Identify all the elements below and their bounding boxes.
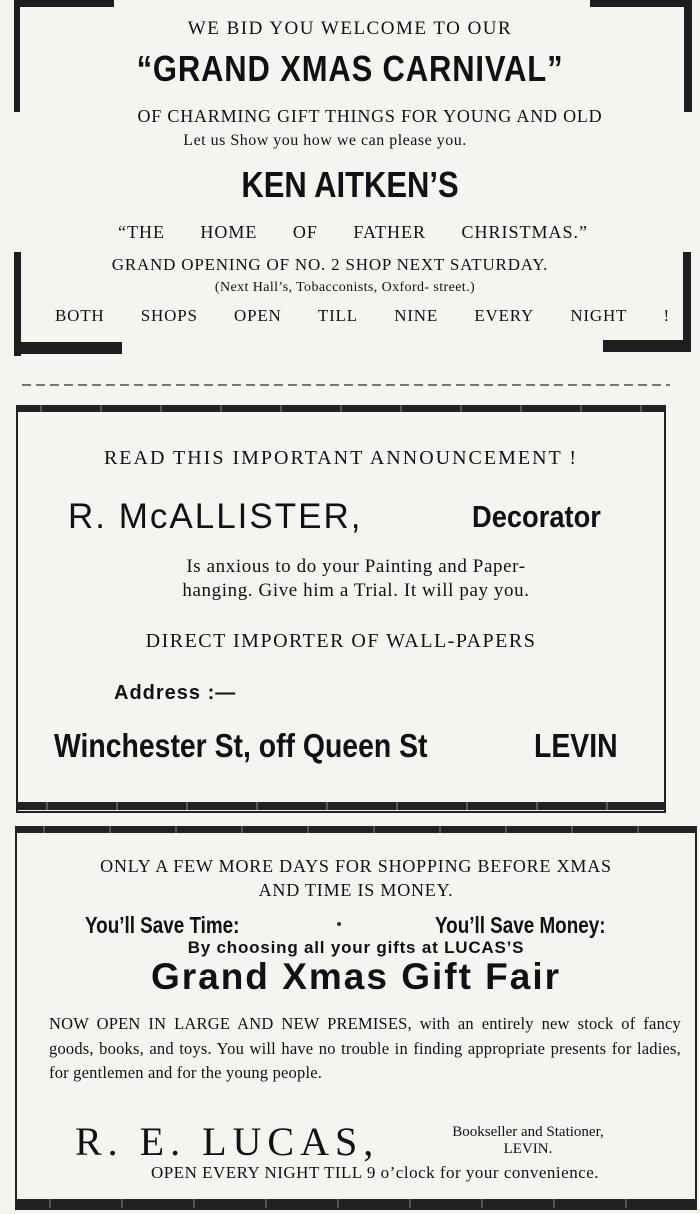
welcome-line: WE BID YOU WELCOME TO OUR — [187, 18, 513, 39]
address-label: Address :— — [114, 682, 237, 704]
hours-word: OPEN — [234, 306, 282, 325]
border-corner-top-left — [14, 0, 114, 7]
intro-line: ONLY A FEW MORE DAYS FOR SHOPPING BEFORE XMAS — [100, 856, 612, 876]
hours-word: TILL — [317, 306, 358, 325]
border-corner-top-right — [684, 0, 692, 112]
choosing-line: By choosing all your gifts at LUCAS’S — [187, 938, 525, 957]
border-corner-bottom-right — [683, 252, 691, 352]
ad-border-top-rule — [15, 826, 697, 833]
tagline-word: OF — [292, 222, 318, 242]
gift-fair-headline: Grand Xmas Gift Fair — [150, 956, 562, 997]
separator-dot — [337, 922, 341, 926]
tagline-word: CHRISTMAS.” — [461, 222, 588, 242]
please-you-line: Let us Show you how we can please you. — [183, 132, 467, 149]
importer-line: DIRECT IMPORTER OF WALL-PAPERS — [145, 630, 537, 652]
ad-border-top-rule — [16, 405, 666, 412]
hours-word: NINE — [394, 306, 439, 325]
save-money-heading: You’ll Save Money: — [435, 912, 606, 938]
service-line: hanging. Give him a Trial. It will pay you. — [182, 580, 530, 601]
trade-line: Bookseller and Stationer, — [452, 1124, 604, 1140]
town-name: LEVIN — [534, 727, 618, 764]
ad-border-bottom-rule — [16, 802, 666, 810]
shop-name: KEN AITKEN’S — [241, 164, 459, 205]
tagline — [118, 222, 588, 243]
border-corner-top-right — [590, 0, 688, 7]
street-address: Winchester St, off Queen St — [54, 727, 428, 764]
bookseller-name: R. E. LUCAS, — [75, 1119, 380, 1164]
hours-word: ! — [663, 306, 670, 325]
tagline-word: HOME — [200, 222, 258, 242]
opening-line: GRAND OPENING OF NO. 2 SHOP NEXT SATURDAY. — [111, 255, 549, 274]
border-corner-bottom-right — [603, 340, 691, 352]
lucas-advertisement — [15, 826, 697, 1212]
ken-aitken-advertisement — [0, 0, 700, 365]
mcallister-advertisement — [16, 405, 666, 815]
tagline-word: “THE — [118, 222, 165, 242]
premises-description: NOW OPEN IN LARGE AND NEW PREMISES, with an entirely new stock of fancy goods, books, and toys. You will have no trouble in finding appropriate presents for ladies, for gentlemen and for the young people. — [49, 1014, 681, 1082]
intro-text — [15, 854, 697, 902]
trade-block — [413, 1124, 643, 1158]
hours-word: EVERY — [474, 306, 535, 325]
service-description — [16, 555, 696, 603]
service-line: Is anxious to do your Painting and Paper- — [186, 556, 526, 577]
hours-line — [55, 306, 670, 326]
trade-line: LEVIN. — [503, 1141, 553, 1157]
hours-word: NIGHT — [570, 306, 628, 325]
intro-line: AND TIME IS MONEY. — [258, 880, 454, 900]
decorator-name: R. McALLISTER, — [68, 497, 363, 536]
gift-things-line: OF CHARMING GIFT THINGS FOR YOUNG AND OLD — [137, 106, 603, 126]
hours-word: SHOPS — [140, 306, 198, 325]
announcement-heading: READ THIS IMPORTANT ANNOUNCEMENT ! — [103, 447, 579, 469]
border-corner-top-left — [14, 0, 20, 112]
save-time-heading: You’ll Save Time: — [85, 912, 240, 938]
tagline-word: FATHER — [353, 222, 426, 242]
location-line: (Next Hall’s, Tobacconists, Oxford- street.) — [214, 280, 476, 295]
carnival-headline: “GRAND XMAS CARNIVAL” — [136, 48, 564, 89]
trade-label: Decorator — [472, 499, 601, 534]
ad-border-bottom-rule — [15, 1199, 697, 1208]
border-corner-bottom-left — [14, 342, 122, 354]
hours-word: BOTH — [55, 306, 105, 325]
opening-hours-line: OPEN EVERY NIGHT TILL 9 o’clock for your convenience. — [150, 1163, 600, 1182]
column-divider — [22, 384, 670, 386]
